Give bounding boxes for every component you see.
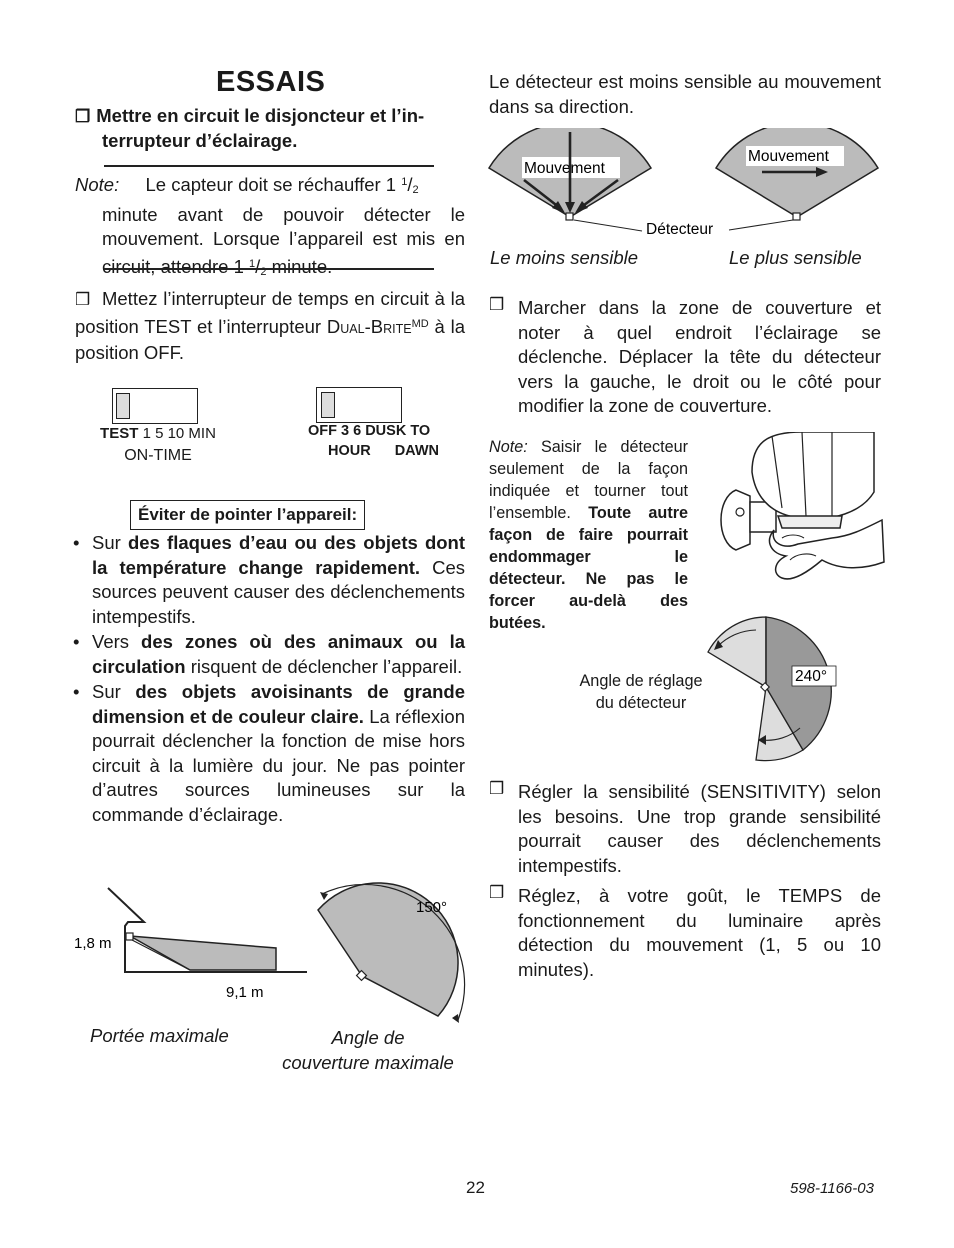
dualbrite-switch-slider (321, 392, 335, 418)
detector-head (778, 516, 842, 528)
leader-right (729, 220, 793, 230)
note2-bold: Toute autre façon de faire pourrait endommager le détecteur. Ne pas le forcer au-delà des butées. (489, 504, 689, 632)
mouvement-left-label: Mouvement (524, 160, 605, 177)
sensor-icon-left (566, 213, 573, 220)
step-2-b: -B (364, 315, 384, 337)
angle-240-label: 240° (795, 668, 828, 685)
bullet2-pre: Vers (92, 631, 130, 652)
switch2-dawn: DAWN (394, 443, 440, 459)
lamp-body (752, 432, 874, 519)
switch1-sub: ON-TIME (124, 447, 192, 464)
note-line2-end: minute. (271, 255, 333, 277)
hand-detector-illustration (712, 432, 888, 598)
time-switch-slider (116, 393, 130, 419)
list-item (73, 531, 465, 629)
step-1-line2: terrupteur d’éclairage. (102, 129, 298, 151)
step-4 (489, 780, 881, 878)
note-top-rule (104, 165, 434, 167)
time-switch-labels (93, 423, 223, 467)
step-2 (75, 287, 465, 366)
bullet2-post: risquent de déclencher l’appareil. (190, 655, 463, 677)
note-block: Note: Le capteur doit se réchauffer 1 $^1$/2 minute avant de pouvoir détecter le mouvement. Lorsque l’appareil est mis en circuit, attendre 1 $^1$/2 minute. (75, 174, 465, 278)
doc-number: 598-1166-03 (790, 1180, 874, 1197)
note-2 (489, 436, 688, 634)
range-diagram (70, 880, 320, 1010)
note-frac-num: 1 (401, 176, 408, 188)
checkbox-icon: ❒ (489, 883, 505, 902)
step-5 (489, 884, 881, 982)
bullet3-bold: des objets avoisinants de grande dimension et de couleur claire. (92, 681, 465, 727)
step-3-text: Marcher dans la zone de couverture et noter à quel endroit l’éclairage se déclenche. Déplacer la tête du détecteur vers la gauche, le droit ou le côté pour modifier la zone de couverture. (518, 297, 881, 416)
bullet1-post: Ces sources peuvent causer des déclenchements intempestifs. (92, 556, 465, 627)
note2-label: Note: (489, 438, 528, 456)
arrowhead-end (452, 1014, 459, 1023)
adjust-label-line2: du détecteur (595, 694, 687, 712)
range-height-label: 1,8 m (74, 935, 112, 952)
note-line2: minute avant de pouvoir détecter le mouvement. Lorsque l’appareil est mis en circuit, attendre 1 (102, 203, 465, 277)
caption-more-sensitive: Le plus sensible (729, 247, 862, 268)
step-2-rite: RITE (383, 321, 412, 336)
switch2-hour: HOUR (328, 443, 371, 459)
caption-angle-line2: couverture maximale (282, 1052, 454, 1073)
avoid-list (73, 531, 465, 828)
step-5-text: Réglez, à votre goût, le TEMPS de fonctionnement du luminaire après détection du mouvement (1, 5 ou 10 minutes). (518, 885, 881, 980)
step-1-line1: Mettre en circuit le disjoncteur et l’in- (96, 105, 425, 126)
caption-range: Portée maximale (90, 1025, 229, 1046)
checkbox-icon: ❒ (75, 107, 91, 126)
note-bottom-rule (104, 268, 434, 270)
bullet3-pre: Sur (92, 681, 121, 702)
detecteur-label: Détecteur (646, 221, 714, 238)
list-item (73, 680, 465, 827)
sensor-icon (126, 933, 133, 940)
step-1 (75, 104, 467, 153)
hand (770, 520, 884, 579)
adjust-label (570, 670, 712, 714)
switch1-test: TEST (100, 425, 139, 442)
step-2-text-a: Mettez l’interrupteur de temps en circuit à la position TEST et l’interrupteur D (75, 288, 465, 337)
adjust-label-line1: Angle de réglage (579, 672, 703, 690)
bullet1-bold: des flaques d’eau ou des objets dont la température change rapidement. (92, 532, 466, 578)
coverage-zone (130, 936, 276, 970)
wall-plate (721, 490, 750, 550)
note-frac2-num: 1 (249, 257, 256, 270)
time-switch-diagram (112, 388, 198, 424)
bullet2-bold: des zones où des animaux ou la circulation (92, 631, 465, 677)
switch2-line1: OFF 3 6 DUSK TO (308, 423, 431, 439)
checkbox-icon: ❒ (489, 295, 505, 314)
arrowhead-start (320, 892, 328, 900)
page-title: ESSAIS (216, 66, 326, 98)
finger-line (782, 535, 804, 538)
step-2-text-c: à la position OFF. (75, 315, 466, 363)
mouvement-right-label: Mouvement (748, 148, 829, 165)
sensitivity-diagram (486, 128, 886, 243)
checkbox-icon: ❒ (489, 779, 505, 798)
checkbox-icon: ❒ (75, 290, 91, 309)
range-distance-label: 9,1 m (226, 984, 264, 1001)
note2-text: Saisir le détecteur seulement de la façon indiquée et tourner tout l’ensemble. (489, 438, 688, 522)
caption-less-sensitive: Le moins sensible (490, 247, 639, 268)
adjust-angle-diagram (700, 610, 850, 770)
caption-angle-line1: Angle de (331, 1027, 405, 1048)
coverage-angle-diagram (310, 880, 470, 1030)
dualbrite-switch-diagram (316, 387, 402, 423)
step-2-md: MD (411, 317, 429, 330)
step-3 (489, 296, 881, 419)
caption-angle (270, 1025, 466, 1075)
avoid-heading: Éviter de pointer l’appareil: (130, 500, 365, 530)
note-label: Note: (75, 174, 120, 195)
step-2-ual: UAL (340, 321, 365, 336)
note-frac-den: 2 (412, 184, 419, 196)
leader-left (574, 220, 642, 231)
switch1-values: 1 5 10 MIN (142, 425, 216, 442)
step-4-text: Régler la sensibilité (SENSITIVITY) selon les besoins. Une trop grande sensibilité pourrait causer des déclenchements intempestifs. (518, 781, 881, 876)
sensor-icon-right (793, 213, 800, 220)
dualbrite-switch-labels (308, 421, 458, 461)
sensitivity-intro: Le détecteur est moins sensible au mouvement dans sa direction. (489, 71, 881, 117)
list-item (73, 630, 465, 679)
adjust-sector-light (708, 617, 766, 687)
bullet1-pre: Sur (92, 532, 121, 553)
note-frac2-den: 2 (260, 265, 267, 278)
angle-150-label: 150° (416, 899, 448, 916)
bullet3-post: La réflexion pourrait déclencher la fonction de mise hors circuit à la lumière du jour. Ne pas pointer d’autres sources lumineuses sur la commande d’éclairage. (92, 705, 465, 825)
note-line1: Le capteur doit se réchauffer 1 (145, 174, 397, 195)
page-number: 22 (466, 1178, 485, 1197)
